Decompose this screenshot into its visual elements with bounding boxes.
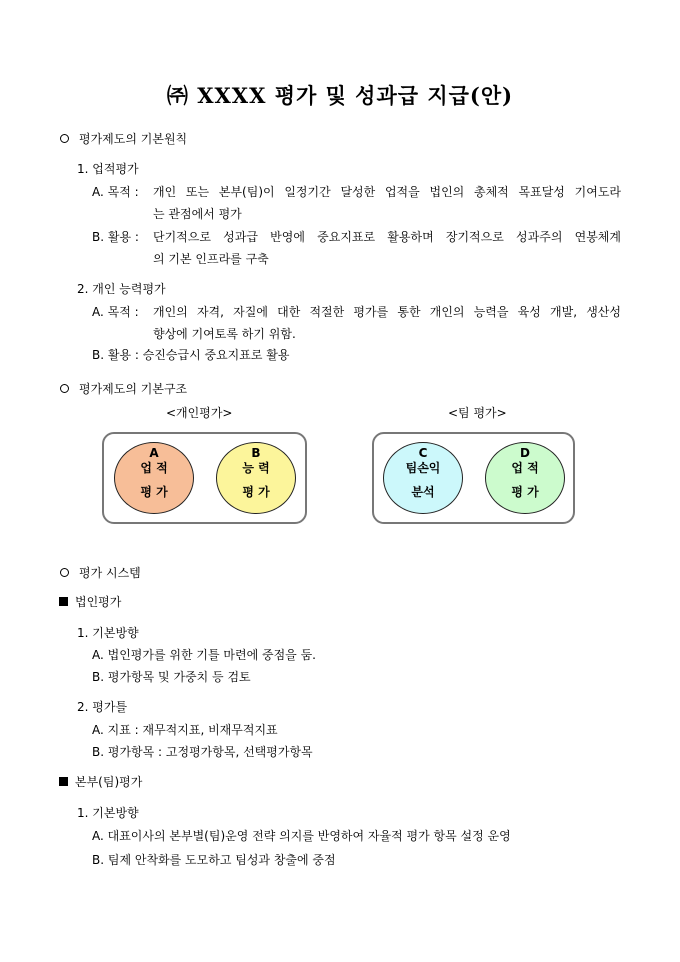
item-text: 개인 또는 본부(팀)이 일정기간 달성한 업적을 법인의 총체적 목표달성 기여도라 [153,185,621,199]
item-text: 단기적으로 성과급 반영에 중요지표로 활용하며 장기적으로 성과주의 연봉체계 [153,230,621,244]
item-basic-direction: 1. 기본방향 [77,626,139,640]
section-heading-structure: 평가제도의 기본구조 [79,382,188,396]
bubble-line: 업 적 [511,461,539,475]
dept-eval-heading: 본부(팀)평가 [75,775,143,789]
item-performance-eval: 1. 업적평가 [77,162,139,176]
bubble-line: 팀손익 [405,461,441,475]
item-prefix: A. 목적 : [92,305,139,319]
bubble-line: 업 적 [140,461,168,475]
section-heading-principles: 평가제도의 기본원칙 [79,132,188,146]
bubble-letter: B [251,446,261,460]
bubble-letter: D [520,446,530,460]
item-text: A. 대표이사의 본부별(팀)운영 전략 의지를 반영하여 자율적 평가 항목 설정 운영 [92,829,511,843]
item-text: B. 평가항목 : 고정평가항목, 선택평가항목 [92,745,313,759]
item-text: 개인의 자격, 자질에 대한 적절한 평가를 통한 개인의 능력을 육성 개발, 생산성 [153,305,621,319]
bubble-letter: A [149,446,159,460]
square-bullet-icon [59,597,68,606]
item-ability-eval: 2. 개인 능력평가 [77,282,166,296]
item-text: 의 기본 인프라를 구축 [153,252,269,266]
item-basic-direction: 1. 기본방향 [77,806,139,820]
corp-eval-heading: 법인평가 [75,595,122,609]
circle-bullet-icon [60,134,69,143]
bubble-line: 평 가 [140,485,168,499]
bubble-line: 분석 [411,485,435,499]
bubble-line: 평 가 [242,485,270,499]
item-text: B. 활용 : 승진승급시 중요지표로 활용 [92,348,290,362]
bubble-letter: C [418,446,428,460]
bubble-line: 능 력 [242,461,270,475]
item-eval-framework: 2. 평가틀 [77,700,128,714]
bubble-line: 평 가 [511,485,539,499]
item-prefix: B. 활용 : [92,230,139,244]
team-eval-label: <팀 평가> [448,406,507,420]
personal-eval-label: <개인평가> [166,406,233,420]
item-text: B. 평가항목 및 가중치 등 검토 [92,670,251,684]
item-text: 향상에 기여토록 하기 위함. [153,327,296,341]
item-text: B. 팀제 안착화를 도모하고 팀성과 창출에 중점 [92,853,336,867]
square-bullet-icon [59,777,68,786]
item-text: A. 법인평가를 위한 기틀 마련에 중점을 둠. [92,648,316,662]
item-text: 는 관점에서 평가 [153,207,242,221]
item-text: A. 지표 : 재무적지표, 비재무적지표 [92,723,278,737]
item-prefix: A. 목적 : [92,185,139,199]
page-title: ㈜ XXXX 평가 및 성과급 지급(안) [166,83,514,108]
circle-bullet-icon [60,568,69,577]
section-heading-system: 평가 시스템 [79,566,141,580]
circle-bullet-icon [60,384,69,393]
